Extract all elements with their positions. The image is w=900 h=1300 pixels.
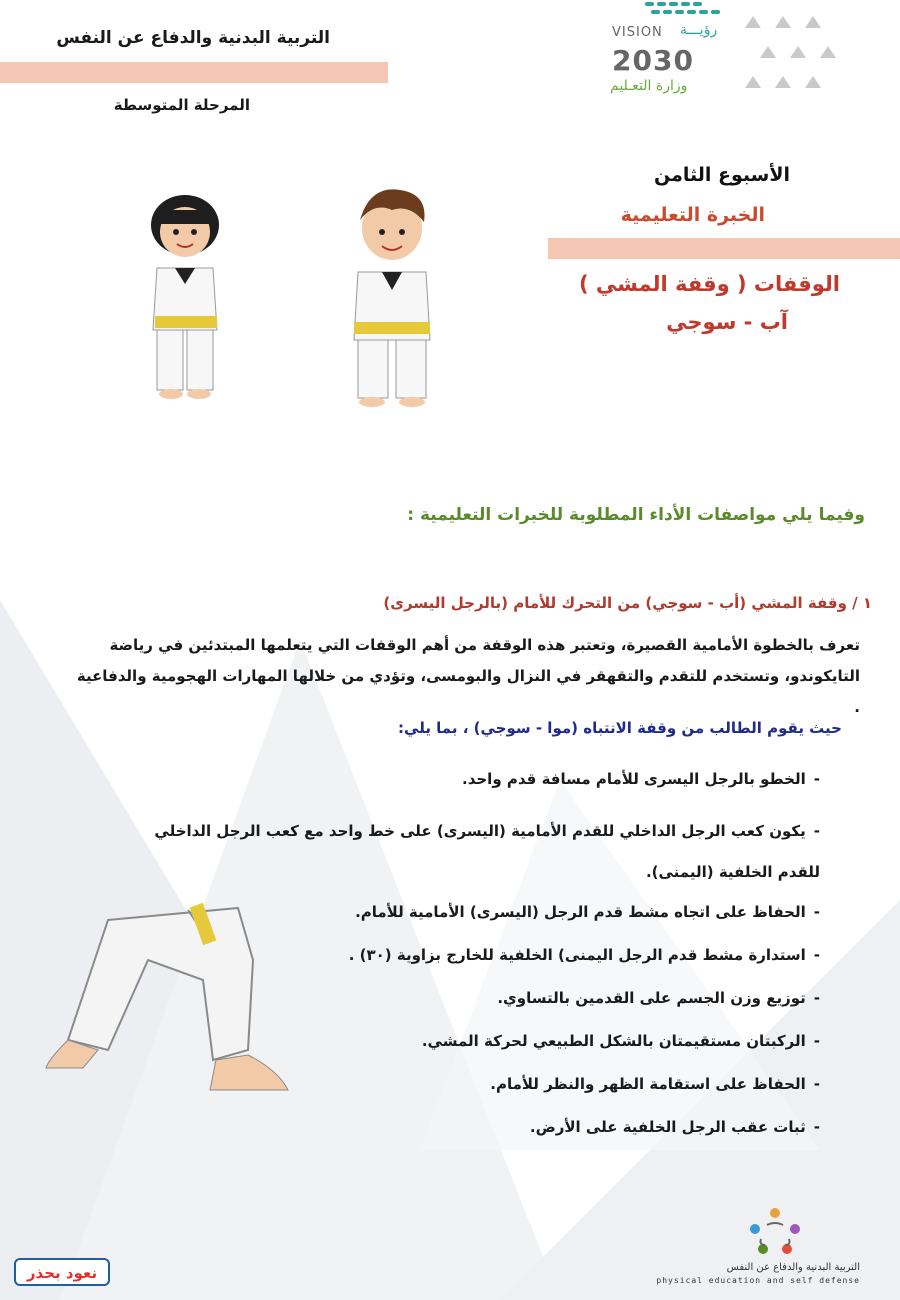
lesson-title: الوقفات ( وقفة المشي ) bbox=[579, 272, 840, 296]
vision-word: VISION bbox=[612, 25, 663, 40]
experience-label: الخبرة التعليمية bbox=[620, 204, 765, 226]
stage-label: المرحلة المتوسطة bbox=[113, 96, 250, 114]
karate-kids-illustration bbox=[135, 180, 455, 420]
vision-arabic: رؤيـــة bbox=[680, 22, 718, 38]
people-circle-logo-icon bbox=[745, 1205, 805, 1257]
lesson-subtitle: آب - سوجي bbox=[666, 310, 788, 334]
girl-character bbox=[151, 195, 219, 399]
list-item: -الركبتان مستقيمتان بالشكل الطبيعي لحركة المشي. bbox=[421, 1032, 820, 1050]
list-item: -استدارة مشط قدم الرجل اليمنى) الخلفية للخارج بزاوية (٣٠) . bbox=[348, 946, 820, 964]
footer-logo-english: physical education and self defense bbox=[656, 1276, 860, 1285]
ministry-name: وزارة التعـليم bbox=[610, 78, 688, 94]
return-carefully-badge: نعود بحذر bbox=[14, 1258, 110, 1286]
week-label: الأسبوع الثامن bbox=[653, 164, 790, 186]
subject-title: التربية البدنية والدفاع عن النفس bbox=[56, 28, 330, 48]
list-item: -الحفاظ على اتجاه مشط قدم الرجل (اليسرى) الأمامية للأمام. bbox=[355, 903, 820, 921]
walking-stance-illustration bbox=[38, 900, 338, 1100]
vision-year: 2030 bbox=[612, 44, 694, 77]
intro-text: وفيما يلي مواصفات الأداء المطلوبة للخبرات التعليمية : bbox=[407, 505, 865, 525]
header-bar bbox=[0, 62, 388, 83]
list-item: -ثبات عقب الرجل الخلفية على الأرض. bbox=[529, 1118, 820, 1136]
section-title: ١ / وقفة المشي (أب - سوجي) من التحرك للأمام (بالرجل اليسرى) bbox=[383, 594, 872, 612]
section-paragraph: تعرف بالخطوة الأمامية القصيرة، وتعتبر هذه الوقفة من أهم الوقفات التي يتعلمها المبتدئين في رياضة التايكوندو، وتستخدم للتقدم والتقهقر في النزال والبومسى، وتؤدي من خلالها المهارات الهجومية والدفاعية . bbox=[76, 636, 860, 716]
list-item: -الحفاظ على استقامة الظهر والنظر للأمام. bbox=[490, 1075, 820, 1093]
boy-character bbox=[354, 189, 430, 407]
experience-bar bbox=[548, 238, 900, 259]
footer-logo-text: التربية البدنية والدفاع عن النفس bbox=[726, 1262, 860, 1273]
section-sub-intro: حيث يقوم الطالب من وقفة الانتباه (موا - سوجي) ، بما يلي: bbox=[398, 719, 842, 737]
list-item: -الخطو بالرجل اليسرى للأمام مسافة قدم واحد. bbox=[462, 770, 820, 788]
list-item: -توزيع وزن الجسم على القدمين بالتساوي. bbox=[497, 989, 820, 1007]
list-item: -يكون كعب الرجل الداخلي للقدم الأمامية (اليسرى) على خط واحد مع كعب الرجل الداخلي للقدم الخلفية (اليمنى). bbox=[154, 822, 820, 881]
decorative-triangles-icon bbox=[735, 14, 845, 94]
